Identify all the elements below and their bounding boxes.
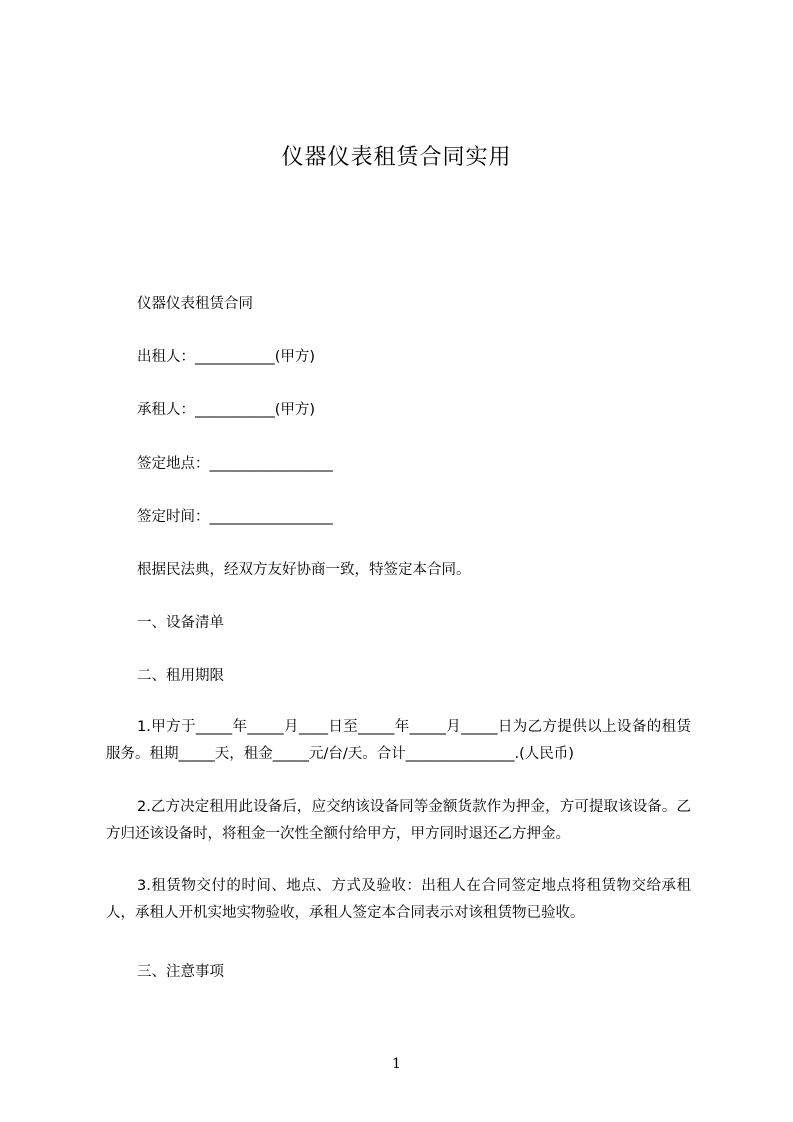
sign-place-line: 签定地点：_________________ xyxy=(137,456,333,472)
section-heading-equipment: 一、设备清单 xyxy=(137,615,224,631)
clause-3: 3.租赁物交付的时间、地点、方式及验收：出租人在合同签定地点将租赁物交给承租人，承租人开机实地实物验收，承租人签定本合同表示对该租赁物已验收。 xyxy=(106,878,691,921)
sign-time-line: 签定时间：_________________ xyxy=(137,509,333,525)
document-title: 仪器仪表租赁合同实用 xyxy=(281,145,512,170)
section-heading-notes: 三、注意事项 xyxy=(137,964,224,980)
lessor-line: 出租人：___________(甲方) xyxy=(137,349,316,365)
section-heading-term: 二、租用期限 xyxy=(137,668,224,684)
page-number: 1 xyxy=(392,1056,401,1072)
clause-1: 1.甲方于_____年_____月____日至_____年_____月_____日为乙方提供以上设备的租赁服务。租期_____天，租金_____元/台/天。合计_______________.(人民币) xyxy=(106,719,691,762)
preamble: 根据民法典，经双方友好协商一致，特签定本合同。 xyxy=(137,562,471,578)
contract-subtitle: 仪器仪表租赁合同 xyxy=(137,296,253,312)
clause-2: 2.乙方决定租用此设备后，应交纳该设备同等金额货款作为押金，方可提取该设备。乙方归还该设备时，将租金一次性全额付给甲方，甲方同时退还乙方押金。 xyxy=(106,799,691,842)
lessee-line: 承租人：___________(甲方) xyxy=(137,402,316,418)
